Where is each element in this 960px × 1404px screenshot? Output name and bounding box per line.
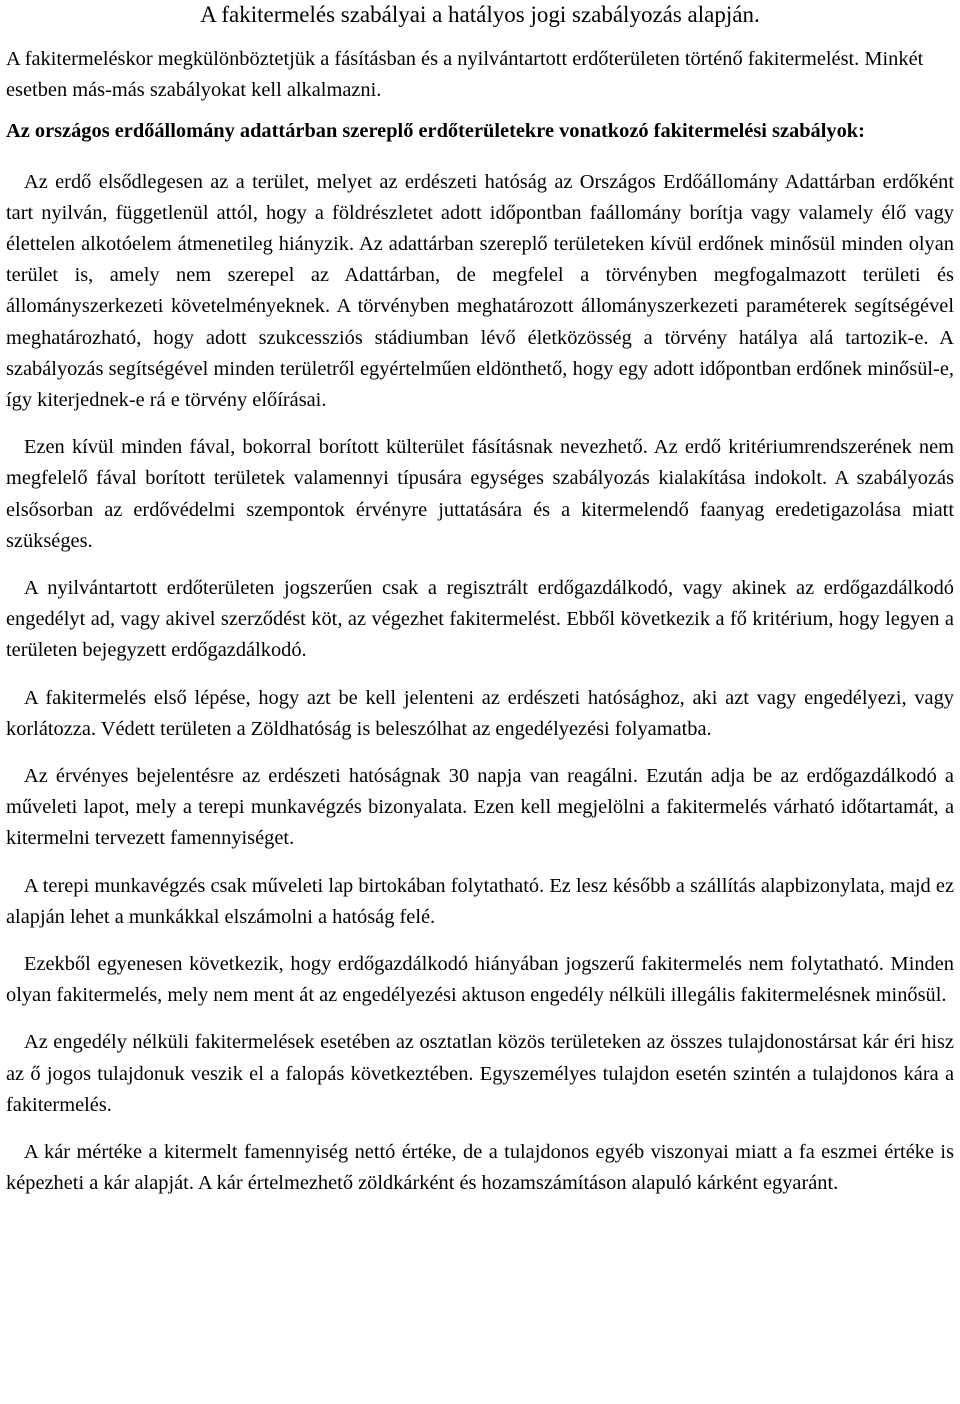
- paragraph-damage-extent: A kár mértéke a kitermelt famennyiség nettó értéke, de a tulajdonos egyéb viszonyai miatt a fa eszmei értéke is képezheti a kár alapját. A kár értelmezhető zöldkárként és hozamszámításon alapuló kárként egyaránt.: [6, 1141, 954, 1195]
- document-title: A fakitermelés szabályai a hatályos jogi szabályozás alapján.: [200, 2, 760, 27]
- paragraph-forest-definition: Az erdő elsődlegesen az a terület, melyet az erdészeti hatóság az Országos Erdőállomány Adattárban erdőként tart nyilván, függetlenül attól, hogy a földrészletet adott időpontban faállomány borítja vagy valamely élő vagy élettelen alkotóelem átmenetileg hiányzik. Az adattárban szereplő területeken kívül erdőnek minősül minden olyan terület is, amely nem szerepel az Adattárban, de megfelel a törvényben megfogalmazott területi és állományszerkezeti követelményeknek. A törvényben meghatározott állományszerkezeti paraméterek segítségével meghatározható, hogy adott szukcessziós stádiumban lévő életközösség a törvény hatálya alá tartozik-e. A szabályozás segítségével minden területről egyértelműen eldönthető, hogy egy adott időpontban erdőnek minősül-e, így kiterjednek-e rá e törvény előírásai.: [6, 170, 954, 412]
- intro-paragraph: A fakitermeléskor megkülönböztetjük a fásításban és a nyilvántartott erdőterületen történő fakitermelést. Minkét esetben más-más szabályokat kell alkalmazni.: [6, 48, 924, 102]
- paragraph-illegal-logging: Ezekből egyenesen következik, hogy erdőgazdálkodó hiányában jogszerű fakitermelés nem folytatható. Minden olyan fakitermelés, mely nem ment át az engedélyezési aktuson engedély nélküli illegális fakitermelésnek minősül.: [6, 953, 954, 1007]
- paragraph-co-owners-damage: Az engedély nélküli fakitermelések esetében az osztatlan közös területeken az összes tulajdonostársat kár éri hisz az ő jogos tulajdonuk veszik el a falopás következtében. Egyszemélyes tulajdon esetén szintén a tulajdonos kára a fakitermelés.: [6, 1031, 954, 1116]
- paragraph-afforestation: Ezen kívül minden fával, bokorral borított külterület fásításnak nevezhető. Az erdő kritériumrendszerének nem megfelelő fával borított területek valamennyi típusára egységes szabályozás kialakítása indokolt. A szabályozás elsősorban az erdővédelmi szempontok érvényre juttatására és a kitermelendő faanyag eredetigazolása miatt szükséges.: [6, 436, 954, 552]
- document-page: [6, 0, 954, 1200]
- paragraph-notification-deadline: Az érvényes bejelentésre az erdészeti hatóságnak 30 napja van reagálni. Ezután adja be az erdőgazdálkodó a műveleti lapot, mely a terepi munkavégzés bizonyalata. Ezen kell megjelölni a fakitermelés várható időtartamát, a kitermelni tervezett famennyiséget.: [6, 765, 954, 850]
- paragraph-registered-manager: A nyilvántartott erdőterületen jogszerűen csak a regisztrált erdőgazdálkodó, vagy akinek az erdőgazdálkodó engedélyt ad, vagy akivel szerződést köt, az végezhet fakitermelést. Ebből következik a fő kritérium, hogy legyen a területen bejegyzett erdőgazdálkodó.: [6, 577, 954, 662]
- paragraph-first-step: A fakitermelés első lépése, hogy azt be kell jelenteni az erdészeti hatósághoz, aki azt vagy engedélyezi, vagy korlátozza. Védett területen a Zöldhatóság is beleszólhat az engedélyezési folyamatba.: [6, 686, 954, 740]
- paragraph-operation-sheet: A terepi munkavégzés csak műveleti lap birtokában folytatható. Ez lesz később a szállítás alapbizonylata, majd ez alapján lehet a munkákkal elszámolni a hatóság felé.: [6, 874, 954, 928]
- section-heading: Az országos erdőállomány adattárban szereplő erdőterületekre vonatkozó fakitermelési szabályok:: [6, 120, 865, 143]
